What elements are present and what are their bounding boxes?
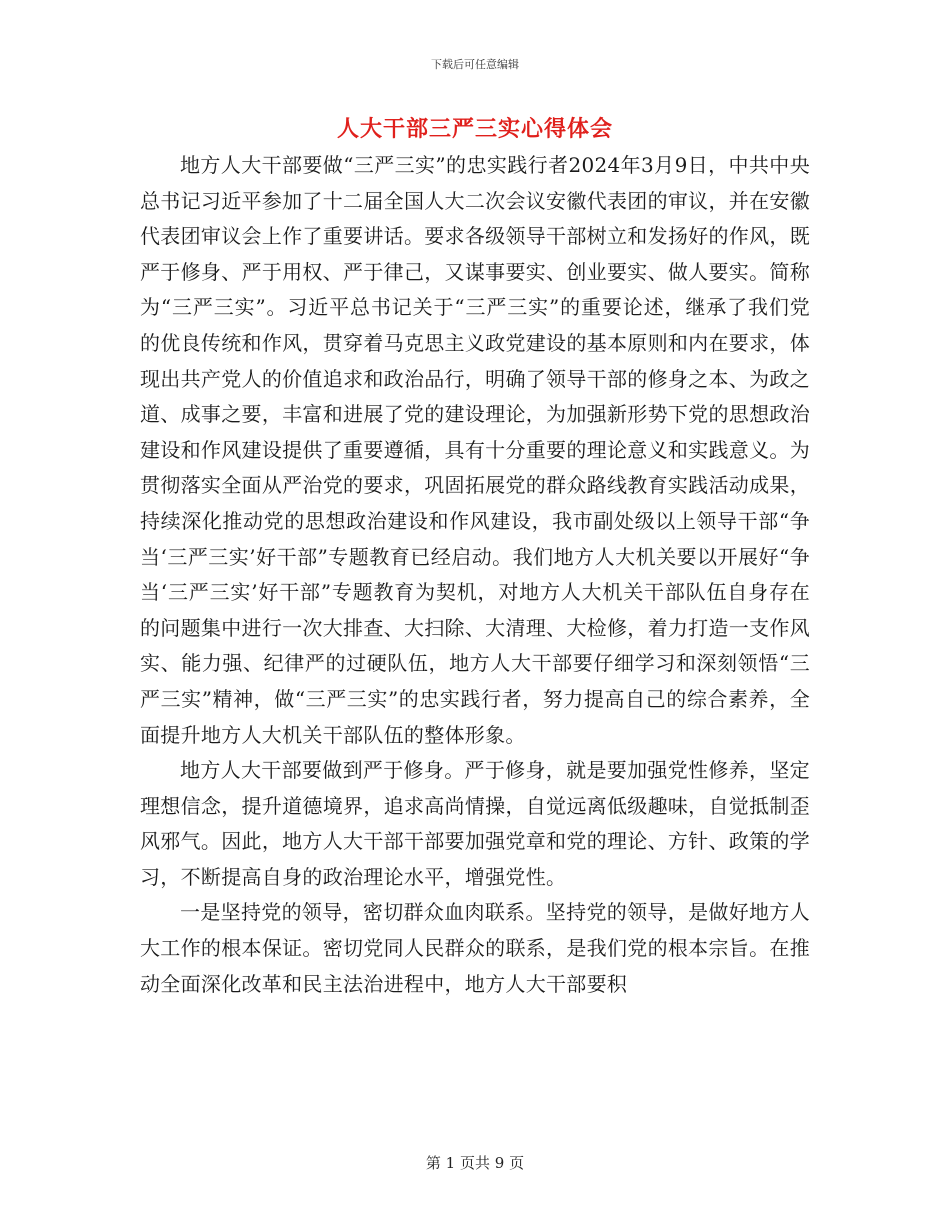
document-body bbox=[140, 148, 810, 1002]
page-header-note: 下载后可任意编辑 bbox=[431, 58, 519, 71]
paragraph-1: 地方人大干部要做“三严三实”的忠实践行者2024年3月9日，中共中央总书记习近平参加了十二届全国人大二次会议安徽代表团的审议，并在安徽代表团审议会上作了重要讲话。要求各级领导干部树立和发扬好的作风，既严于修身、严于用权、严于律己，又谋事要实、创业要实、做人要实。简称为“三严三实”。习近平总书记关于“三严三实”的重要论述，继承了我们党的优良传统和作风，贯穿着马克思主义政党建设的基本原则和内在要求，体现出共产党人的价值追求和政治品行，明确了领导干部的修身之本、为政之道、成事之要，丰富和进展了党的建设理论，为加强新形势下党的思想政治建设和作风建设提供了重要遵循，具有十分重要的理论意义和实践意义。为贯彻落实全面从严治党的要求，巩固拓展党的群众路线教育实践活动成果，持续深化推动党的思想政治建设和作风建设，我市副处级以上领导干部“争当‘三严三实’好干部”专题教育已经启动。我们地方人大机关要以开展好“争当‘三严三实’好干部”专题教育为契机，对地方人大机关干部队伍自身存在的问题集中进行一次大排查、大扫除、大清理、大检修，着力打造一支作风实、能力强、纪律严的过硬队伍，地方人大干部要仔细学习和深刻领悟“三严三实”精神，做“三严三实”的忠实践行者，努力提高自己的综合素养，全面提升地方人大机关干部队伍的整体形象。 bbox=[140, 153, 810, 747]
document-title: 人大干部三严三实心得体会 bbox=[336, 117, 613, 142]
page-number: 第 1 页共 9 页 bbox=[425, 1154, 525, 1172]
paragraph-3: 一是坚持党的领导，密切群众血肉联系。坚持党的领导，是做好地方人大工作的根本保证。密切党同人民群众的联系，是我们党的根本宗旨。在推动全面深化改革和民主法治进程中，地方人大干部要积 bbox=[140, 900, 810, 996]
paragraph-2: 地方人大干部要做到严于修身。严于修身，就是要加强党性修养，坚定理想信念，提升道德境界，追求高尚情操，自觉远离低级趣味，自觉抵制歪风邪气。因此，地方人大干部干部要加强党章和党的理论、方针、政策的学习，不断提高自身的政治理论水平，增强党性。 bbox=[140, 758, 810, 889]
